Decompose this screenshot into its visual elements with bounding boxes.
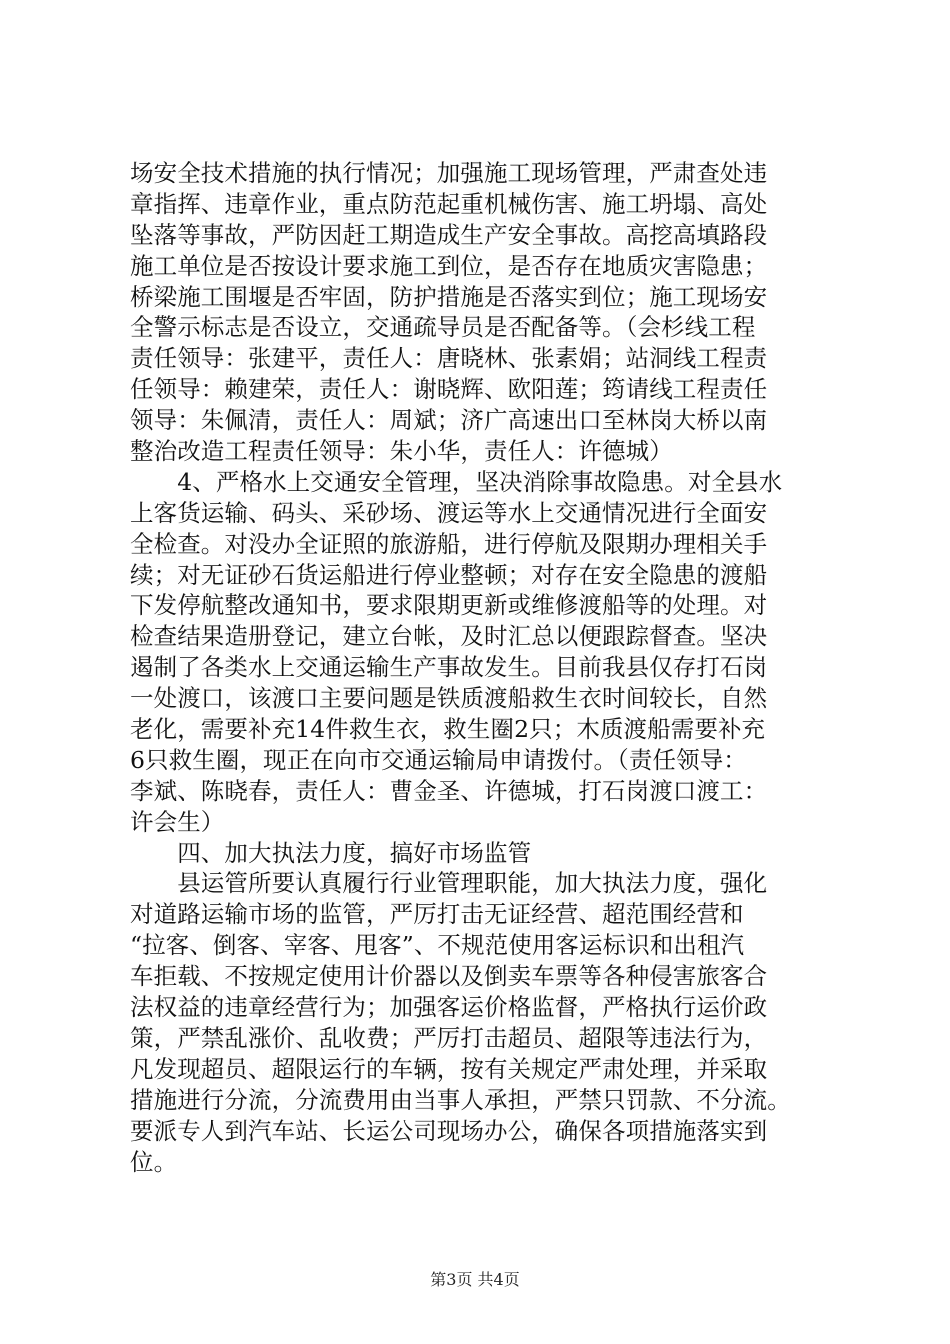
text-line: 要派专人到汽车站、长运公司现场办公，确保各项措施落实到 xyxy=(130,1116,768,1145)
text-line: 策，严禁乱涨价、乱收费；严厉打击超员、超限等违法行为， xyxy=(130,1023,768,1052)
text-line: 车拒载、不按规定使用计价器以及倒卖车票等各种侵害旅客合 xyxy=(130,962,768,991)
text-line: 对道路运输市场的监管，严厉打击无证经营、超范围经营和 xyxy=(130,900,744,929)
text-line: 6只救生圈，现正在向市交通运输局申请拨付。（责任领导： xyxy=(130,745,747,774)
text-line: 责任领导：张建平，责任人：唐晓林、张素娟；站洞线工程责 xyxy=(130,344,768,373)
text-line: 施工单位是否按设计要求施工到位，是否存在地质灾害隐患； xyxy=(130,251,768,280)
text-line: 遏制了各类水上交通运输生产事故发生。目前我县仅存打石岗 xyxy=(130,653,768,682)
text-line: 凡发现超员、超限运行的车辆，按有关规定严肃处理，并采取 xyxy=(130,1054,768,1083)
text-line: 老化，需要补充14件救生衣，救生圈2只；木质渡船需要补充 xyxy=(130,715,766,744)
text-line: 县运管所要认真履行行业管理职能，加大执法力度，强化 xyxy=(130,869,768,898)
text-line: 措施进行分流，分流费用由当事人承担，严禁只罚款、不分流。 xyxy=(130,1085,791,1114)
text-line: 上客货运输、码头、采砂场、渡运等水上交通情况进行全面安 xyxy=(130,498,768,527)
page-number-footer: 第3页 共4页 xyxy=(430,1270,520,1289)
text-line: 一处渡口，该渡口主要问题是铁质渡船救生衣时间较长，自然 xyxy=(130,684,768,713)
text-line: 4、严格水上交通安全管理，坚决消除事故隐患。对全县水 xyxy=(130,467,783,496)
text-line: 场安全技术措施的执行情况；加强施工现场管理，严肃查处违 xyxy=(130,159,768,187)
text-line: 桥梁施工围堰是否牢固，防护措施是否落实到位；施工现场安 xyxy=(130,282,768,311)
text-line: 李斌、陈晓春，责任人：曹金圣、许德城，打石岗渡口渡工： xyxy=(130,776,768,805)
text-line: 全警示标志是否设立，交通疏导员是否配备等。（会杉线工程 xyxy=(130,313,756,342)
text-line: “拉客、倒客、宰客、甩客”、不规范使用客运标识和出租汽 xyxy=(130,931,745,960)
document-body xyxy=(130,158,830,1177)
text-line: 全检查。对没办全证照的旅游船，进行停航及限期办理相关手 xyxy=(130,529,768,558)
text-line: 下发停航整改通知书，要求限期更新或维修渡船等的处理。对 xyxy=(130,591,768,620)
text-line: 章指挥、违章作业，重点防范起重机械伤害、施工坍塌、高处 xyxy=(130,189,768,218)
text-line: 法权益的违章经营行为；加强客运价格监督，严格执行运价政 xyxy=(130,993,768,1022)
text-line: 领导：朱佩清，责任人：周斌；济广高速出口至林岗大桥以南 xyxy=(130,406,768,435)
text-line: 坠落等事故，严防因赶工期造成生产安全事故。高挖高填路段 xyxy=(130,220,768,249)
text-line: 任领导：赖建荣，责任人：谢晓辉、欧阳莲；筠请线工程责任 xyxy=(130,375,768,404)
text-line: 续；对无证砂石货运船进行停业整顿；对存在安全隐患的渡船 xyxy=(130,560,768,589)
text-line: 位。 xyxy=(130,1147,178,1176)
text-line: 整治改造工程责任领导：朱小华，责任人：许德城） xyxy=(130,437,673,466)
text-line: 许会生） xyxy=(130,807,225,836)
section-heading: 四、加大执法力度，搞好市场监管 xyxy=(130,838,532,867)
text-line: 检查结果造册登记，建立台帐，及时汇总以便跟踪督查。坚决 xyxy=(130,622,768,651)
